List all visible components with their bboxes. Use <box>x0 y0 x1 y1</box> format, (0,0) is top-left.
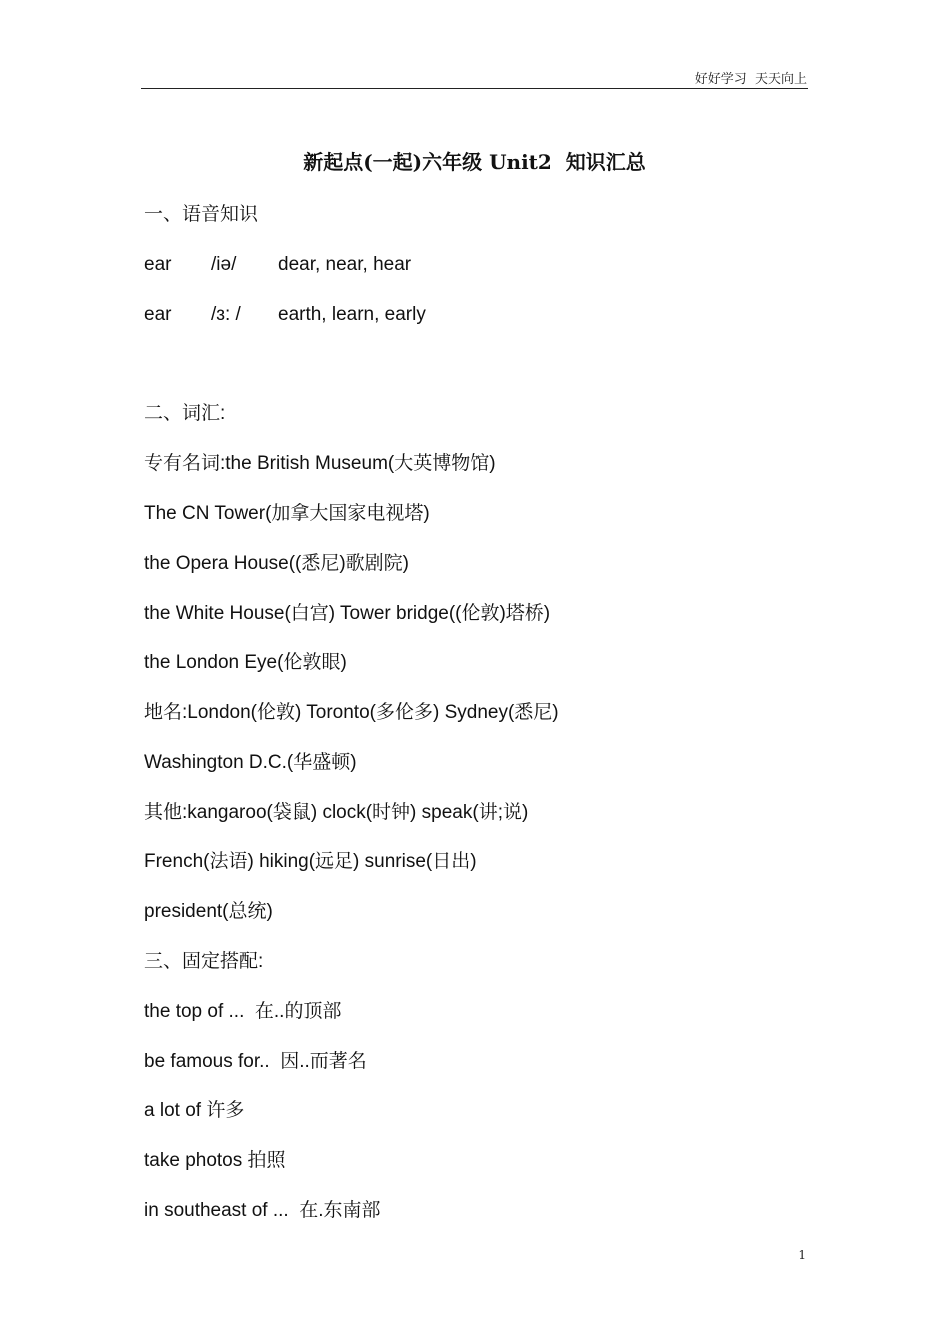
vocabulary-line: the Opera House((悉尼)歌剧院) <box>144 553 410 574</box>
phonics-letters: ear <box>144 304 172 325</box>
phonics-letters: ear <box>144 254 172 275</box>
phonics-example-words: dear, near, hear <box>278 254 412 275</box>
vocabulary-line: president(总统) <box>144 901 273 922</box>
vocabulary-line: 专有名词:the British Museum(大英博物馆) <box>144 453 496 474</box>
vocabulary-line: French(法语) hiking(远足) sunrise(日出) <box>144 851 477 872</box>
phonics-sound: /iə/ <box>211 254 237 275</box>
phrase-line: in southeast of ... 在.东南部 <box>144 1200 381 1221</box>
phonics-example-words: earth, learn, early <box>278 304 426 325</box>
page-number: 1 <box>798 1248 806 1262</box>
phonics-sound: /ɜ: / <box>211 304 241 325</box>
vocabulary-line: the White House(白宫) Tower bridge((伦敦)塔桥) <box>144 603 551 624</box>
vocabulary-line: 地名:London(伦敦) Toronto(多伦多) Sydney(悉尼) <box>144 702 559 723</box>
vocabulary-line: The CN Tower(加拿大国家电视塔) <box>144 503 430 524</box>
vocabulary-line: the London Eye(伦敦眼) <box>144 652 347 673</box>
section-heading-vocabulary: 二、词汇: <box>144 403 226 424</box>
phrase-line: take photos 拍照 <box>144 1150 286 1171</box>
phrase-line: a lot of 许多 <box>144 1100 245 1121</box>
header-motto: 好好学习 天天向上 <box>694 72 807 87</box>
document-title: 新起点(一起)六年级 Unit2 知识汇总 <box>303 150 646 174</box>
phrase-line: be famous for.. 因..而著名 <box>144 1051 367 1072</box>
section-heading-phrases: 三、固定搭配: <box>144 951 264 972</box>
section-heading-phonics: 一、语音知识 <box>144 204 259 225</box>
vocabulary-line: 其他:kangaroo(袋鼠) clock(时钟) speak(讲;说) <box>144 802 529 823</box>
vocabulary-line: Washington D.C.(华盛顿) <box>144 752 357 773</box>
phrase-line: the top of ... 在..的顶部 <box>144 1001 342 1022</box>
header-divider <box>141 88 808 89</box>
